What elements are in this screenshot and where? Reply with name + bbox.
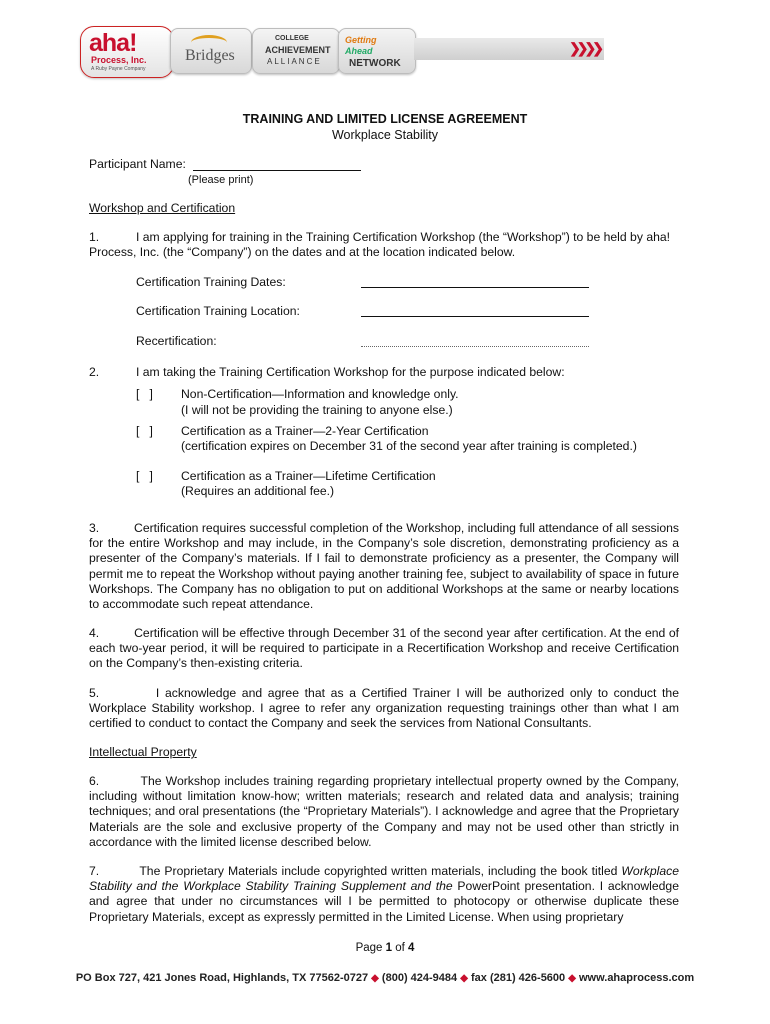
header-banner-bar bbox=[414, 38, 604, 60]
paragraph-5: 5. I acknowledge and agree that as a Certified Trainer I will be authorized only to conduct the Workplace Stability workshop. I agree to refer any organization requesting trainings other than what I am certified to conduct to contact the Company and seek the services from National Consultants. bbox=[89, 686, 683, 731]
checkbox-non-certification[interactable]: [ ] bbox=[136, 387, 153, 401]
net-logo-line2: Ahead bbox=[345, 46, 373, 56]
paragraph-2-text: I am taking the Training Certification Workshop for the purpose indicated below: bbox=[136, 365, 565, 379]
option-lifetime-title: Certification as a Trainer—Lifetime Certification bbox=[181, 469, 436, 483]
aha-logo-tagline: A Ruby Payne Company bbox=[91, 66, 146, 72]
bridges-logo-text: Bridges bbox=[185, 47, 235, 64]
paragraph-2-number: 2. bbox=[89, 365, 100, 379]
page-total: 4 bbox=[408, 942, 415, 954]
page-current: 1 bbox=[385, 942, 393, 954]
footer-fax: fax (281) 426-5600 bbox=[470, 972, 566, 984]
document-subtitle: Workplace Stability bbox=[331, 128, 439, 142]
net-logo-line1: Getting bbox=[345, 35, 377, 45]
page-label: Page bbox=[355, 942, 386, 954]
recertification-field[interactable] bbox=[361, 346, 589, 347]
footer-phone: (800) 424-9484 bbox=[381, 972, 458, 984]
paragraph-7-rest: PowerPoint presentation. I acknowledge and agree that under no circumstances will I be permitted to photocopy or otherwise duplicate these Proprietary Materials, except as expressly permitted in the Limited License. When using proprietary bbox=[89, 879, 683, 924]
option-lifetime-note: (Requires an additional fee.) bbox=[181, 484, 335, 498]
recertification-label: Recertification: bbox=[136, 334, 217, 348]
paragraph-1-line1: I am applying for training in the Training Certification Workshop (the “Workshop”) to be held by aha! bbox=[136, 230, 671, 244]
footer-website[interactable]: www.ahaprocess.com bbox=[579, 972, 695, 984]
aha-process-logo bbox=[80, 26, 174, 78]
training-dates-field[interactable] bbox=[361, 287, 589, 288]
aha-logo-text: aha! bbox=[89, 29, 137, 57]
diamond-icon: ◆ bbox=[568, 973, 576, 984]
diamond-icon: ◆ bbox=[460, 973, 468, 984]
header-logo-strip bbox=[80, 24, 610, 78]
page-number bbox=[0, 941, 770, 956]
paragraph-6: 6. The Workshop includes training regarding proprietary intellectual property owned by the Company, including without limitation know-how; written materials; research and related data and analysis; training techniques; and oral presentations (the “Proprietary Materials”). I acknowledge and agree that the Proprietary Materials are the sole and exclusive property of the Company and may not be used other than strictly in accordance with the limited license described below. bbox=[89, 774, 683, 849]
training-location-field[interactable] bbox=[361, 316, 589, 317]
paragraph-7-start: 7. The Proprietary Materials include copyrighted written materials, including the book titled bbox=[89, 864, 622, 878]
participant-name-field[interactable] bbox=[193, 170, 361, 171]
section-heading-workshop: Workshop and Certification bbox=[89, 201, 236, 215]
aha-logo-subtext: Process, Inc. bbox=[91, 55, 147, 65]
option-non-certification-note: (I will not be providing the training to anyone else.) bbox=[181, 403, 453, 417]
training-location-label: Certification Training Location: bbox=[136, 304, 300, 318]
getting-ahead-network-logo bbox=[338, 28, 416, 74]
college-achievement-alliance-logo bbox=[252, 28, 340, 74]
chevron-right-icon: ❯❯❯❯ bbox=[569, 40, 600, 56]
footer-address: PO Box 727, 421 Jones Road, Highlands, TX 77562-0727 bbox=[75, 972, 369, 984]
paragraph-3: 3. Certification requires successful completion of the Workshop, including full attendance of all sessions for the entire Workshop and may include, in the Company’s sole discretion, demonstrating proficiency as a presenter of the Company’s materials. If I fail to demonstrate proficiency as a presenter, the Company will permit me to repeat the Workshop without paying another training fee, subject to availability of space in future Workshops. The Company has no obligation to put on additional Workshops at the same or nearby locations to accommodate such repeat attendance. bbox=[89, 521, 683, 612]
cal-logo-line2: ACHIEVEMENT bbox=[265, 45, 331, 55]
option-non-certification-title: Non-Certification—Information and knowledge only. bbox=[181, 387, 459, 401]
diamond-icon: ◆ bbox=[371, 973, 379, 984]
please-print-note: (Please print) bbox=[188, 174, 254, 186]
participant-name-label: Participant Name: bbox=[89, 157, 186, 171]
document-title: TRAINING AND LIMITED LICENSE AGREEMENT bbox=[242, 112, 528, 126]
cal-logo-line1: COLLEGE bbox=[275, 35, 309, 42]
option-2-year-title: Certification as a Trainer—2-Year Certification bbox=[181, 424, 429, 438]
section-heading-intellectual-property: Intellectual Property bbox=[89, 745, 197, 759]
footer-contact bbox=[0, 972, 770, 984]
net-logo-line3: NETWORK bbox=[349, 58, 401, 69]
checkbox-lifetime-certification[interactable]: [ ] bbox=[136, 469, 153, 483]
paragraph-7-book-title: Workplace Stability and the Workplace Stability Training Supplement and the bbox=[89, 864, 683, 894]
paragraph-1-number: 1. bbox=[89, 230, 100, 244]
checkbox-2-year-certification[interactable]: [ ] bbox=[136, 424, 153, 438]
paragraph-1-line2: Process, Inc. (the “Company”) on the dates and at the location indicated below. bbox=[89, 245, 516, 259]
bridges-logo bbox=[170, 28, 252, 74]
paragraph-7 bbox=[89, 864, 683, 925]
cal-logo-line3: ALLIANCE bbox=[267, 57, 322, 66]
paragraph-4: 4. Certification will be effective through December 31 of the second year after certification. At the end of each two-year period, it will be required to participate in a Recertification Workshop and receive Certification on the Company’s then-existing criteria. bbox=[89, 626, 683, 671]
page-of: of bbox=[392, 942, 409, 954]
option-2-year-note: (certification expires on December 31 of the second year after training is completed.) bbox=[181, 439, 637, 453]
training-dates-label: Certification Training Dates: bbox=[136, 275, 286, 289]
